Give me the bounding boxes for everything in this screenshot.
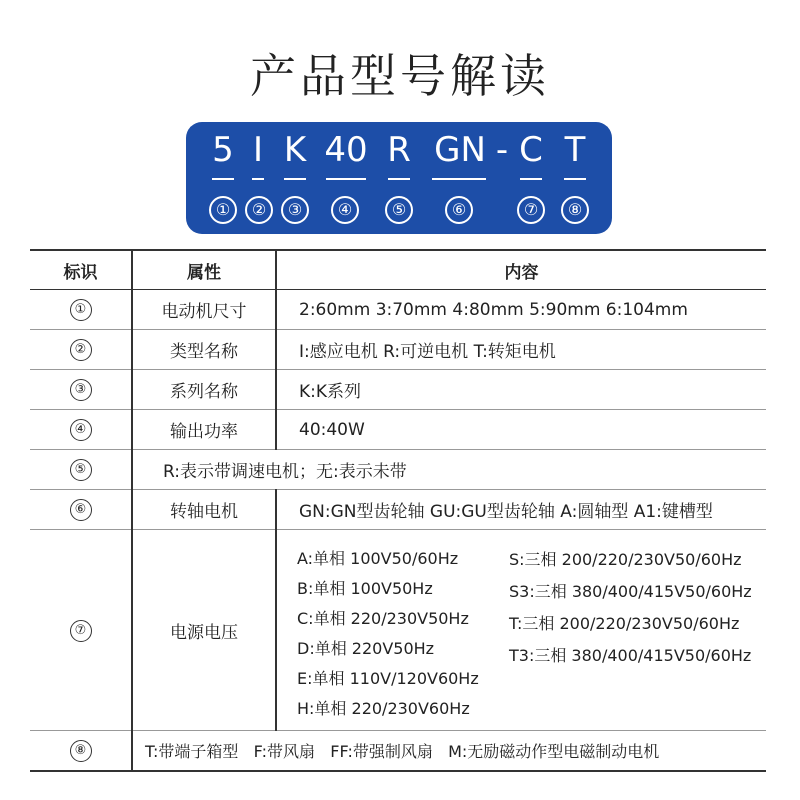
row-id-cell: [30, 370, 132, 410]
row-id-cell: [30, 450, 132, 490]
table-row: [30, 731, 766, 771]
code-power: 40: [324, 130, 368, 170]
row-id-cell: [30, 290, 132, 330]
header-content: 内容: [276, 250, 766, 290]
underline: [432, 178, 486, 180]
code-option: T: [564, 130, 586, 170]
model-code-banner: [186, 122, 612, 234]
list-item: C:单相 220/230V50Hz: [297, 609, 469, 628]
single-phase-list: [297, 544, 479, 724]
table-row: [30, 330, 766, 370]
row-attr: 类型名称: [132, 330, 276, 370]
row-content: I:感应电机 R:可逆电机 T:转矩电机: [276, 330, 766, 370]
header-attr: 属性: [132, 250, 276, 290]
row-attr: 转轴电机: [132, 490, 276, 530]
marker-1: ①: [209, 196, 237, 224]
row-attr: 系列名称: [132, 370, 276, 410]
row-attr: 电源电压: [132, 530, 276, 731]
marker-7: ⑦: [517, 196, 545, 224]
table-row: [30, 370, 766, 410]
marker-2: ②: [245, 196, 273, 224]
list-item: H:单相 220/230V60Hz: [297, 699, 470, 718]
underline: [252, 178, 264, 180]
row-number: ④: [70, 419, 92, 441]
model-spec-table: [30, 249, 766, 772]
row-id-cell: [30, 410, 132, 450]
row-number: ③: [70, 379, 92, 401]
underline: [564, 178, 586, 180]
list-item: E:单相 110V/120V60Hz: [297, 669, 479, 688]
table-header-row: [30, 250, 766, 290]
table-row: [30, 450, 766, 490]
marker-6: ⑥: [445, 196, 473, 224]
list-item: T3:三相 380/400/415V50/60Hz: [509, 646, 752, 665]
voltage-list: [277, 530, 766, 730]
row-id-cell: [30, 731, 132, 771]
code-series: K: [283, 130, 307, 170]
code-shaft: GN: [434, 130, 486, 170]
row-number: ②: [70, 339, 92, 361]
underline: [388, 178, 410, 180]
table-row: [30, 290, 766, 330]
list-item: B:单相 100V50Hz: [297, 579, 433, 598]
row-id-cell: [30, 330, 132, 370]
row-content: K:K系列: [276, 370, 766, 410]
voltage-cell: [276, 530, 766, 731]
row-number: ⑥: [70, 499, 92, 521]
underline: [284, 178, 306, 180]
list-item: A:单相 100V50/60Hz: [297, 549, 459, 568]
code-dash: -: [495, 130, 509, 170]
header-id: 标识: [30, 250, 132, 290]
table-row: [30, 410, 766, 450]
code-voltage: C: [519, 130, 543, 170]
row-content: 40:40W: [276, 410, 766, 450]
row-merged-content: R:表示带调速电机；无:表示未带: [132, 450, 766, 490]
underline: [520, 178, 542, 180]
row-number: ⑧: [70, 740, 92, 762]
row-attr: 电动机尺寸: [132, 290, 276, 330]
row-id-cell: [30, 530, 132, 731]
marker-3: ③: [281, 196, 309, 224]
table-row: [30, 490, 766, 530]
marker-8: ⑧: [561, 196, 589, 224]
marker-5: ⑤: [385, 196, 413, 224]
row-number: ⑤: [70, 459, 92, 481]
three-phase-list: [509, 544, 752, 672]
list-item: S:三相 200/220/230V50/60Hz: [509, 550, 742, 569]
marker-4: ④: [331, 196, 359, 224]
underline: [212, 178, 234, 180]
row-content: 2:60mm 3:70mm 4:80mm 5:90mm 6:104mm: [276, 290, 766, 330]
row-merged-content: T:带端子箱型 F:带风扇 FF:带强制风扇 M:无励磁动作型电磁制动电机: [132, 731, 766, 771]
code-size: 5: [212, 130, 234, 170]
page-title: 产品型号解读: [250, 49, 550, 103]
code-speed: R: [387, 130, 411, 170]
row-number: ①: [70, 299, 92, 321]
row-content: GN:GN型齿轮轴 GU:GU型齿轮轴 A:圆轴型 A1:键槽型: [276, 490, 766, 530]
list-item: T:三相 200/220/230V50/60Hz: [509, 614, 740, 633]
list-item: S3:三相 380/400/415V50/60Hz: [509, 582, 752, 601]
row-id-cell: [30, 490, 132, 530]
underline: [326, 178, 366, 180]
row-number: ⑦: [70, 620, 92, 642]
table-row: [30, 530, 766, 731]
list-item: D:单相 220V50Hz: [297, 639, 435, 658]
row-attr: 输出功率: [132, 410, 276, 450]
code-type: I: [252, 130, 264, 170]
